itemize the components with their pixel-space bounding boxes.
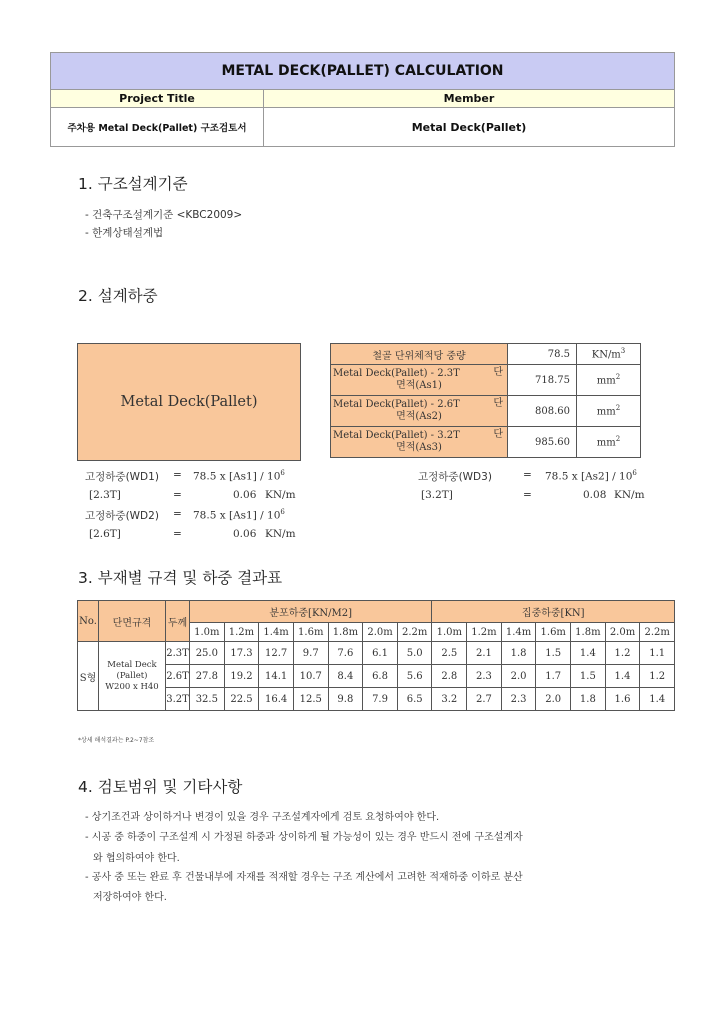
span-header: 1.6m <box>293 623 328 642</box>
span-header: 1.2m <box>224 623 259 642</box>
calc-eq: = <box>173 508 182 520</box>
area-label-as2: Metal Deck(Pallet) - 2.6T 단 면적(As2) <box>331 396 508 427</box>
dist-load-cell: 32.5 <box>190 688 225 711</box>
section4-line: 와 협의하여야 한다. <box>93 853 180 864</box>
calc-formula: 78.5 x $[As2] / 10^6$ <box>545 469 637 483</box>
table-row <box>78 665 675 688</box>
conc-load-cell: 2.0 <box>536 688 571 711</box>
section4-heading: 4. 검토범위 및 기타사항 <box>78 778 243 796</box>
calc-formula: 78.5 x $[As1] / 10^6$ <box>193 469 285 483</box>
project-title-label: Project Title <box>51 90 264 108</box>
conc-load-header: 집중하중[KN] <box>432 601 675 623</box>
dist-load-cell: 6.1 <box>363 642 398 665</box>
document-title: METAL DECK(PALLET) CALCULATION <box>51 53 675 90</box>
calc-result: 0.08 <box>583 489 607 501</box>
span-header: 2.0m <box>605 623 640 642</box>
area-value-as2: 808.60 <box>508 396 577 427</box>
dist-load-cell: 9.7 <box>293 642 328 665</box>
section4-line: - 시공 중 하중이 구조설계 시 가정된 하중과 상이하게 될 가능성이 있는 경우 반드시 전에 구조설계자 <box>85 832 523 843</box>
row-thickness: 3.2T <box>166 688 190 711</box>
dist-load-cell: 17.3 <box>224 642 259 665</box>
row-no: S형 <box>78 642 99 711</box>
calc-unit: KN/m <box>614 489 645 501</box>
area-value-as3: 985.60 <box>508 427 577 458</box>
spec-line: W200 x H40 <box>105 681 159 692</box>
header-table <box>50 52 675 147</box>
calc-formula: 78.5 x $[As1] / 10^6$ <box>193 508 285 522</box>
row-thickness: 2.6T <box>166 665 190 688</box>
dist-load-cell: 8.4 <box>328 665 363 688</box>
span-header: 1.8m <box>328 623 363 642</box>
span-header: 1.0m <box>432 623 467 642</box>
dist-load-cell: 10.7 <box>293 665 328 688</box>
member-label: Member <box>264 90 675 108</box>
result-table <box>77 600 675 711</box>
section-properties-table <box>330 343 641 458</box>
section4-line: 저장하여야 한다. <box>93 892 167 903</box>
conc-load-cell: 1.8 <box>571 688 606 711</box>
unit-weight-value: 78.5 <box>508 344 577 365</box>
dist-load-cell: 16.4 <box>259 688 294 711</box>
area-unit: $mm^2$ <box>577 427 641 458</box>
dist-load-header: 분포하중[KN/M2] <box>190 601 432 623</box>
dist-load-cell: 7.6 <box>328 642 363 665</box>
span-header: 1.2m <box>467 623 502 642</box>
area-value-as1: 718.75 <box>508 365 577 396</box>
spec-line: (Pallet) <box>116 670 148 681</box>
conc-load-cell: 3.2 <box>432 688 467 711</box>
conc-load-cell: 2.0 <box>501 665 536 688</box>
calc-label: 고정하중(WD3) <box>418 471 492 483</box>
calc-result: 0.06 <box>233 489 257 501</box>
calc-eq: = <box>523 469 532 481</box>
calc-result: 0.06 <box>233 528 257 540</box>
section4-line: - 공사 중 또는 완료 후 건물내부에 자재를 적재할 경우는 구조 계산에서 고려한 적재하중 이하로 분산 <box>85 872 523 883</box>
dist-load-cell: 27.8 <box>190 665 225 688</box>
calc-unit: KN/m <box>265 489 296 501</box>
conc-load-cell: 2.3 <box>501 688 536 711</box>
section1-item: - 건축구조설계기준 <KBC2009> <box>85 209 243 221</box>
col-spec-header: 단면규격 <box>99 601 166 642</box>
dist-load-cell: 5.0 <box>397 642 432 665</box>
span-header: 1.8m <box>571 623 606 642</box>
dist-load-cell: 14.1 <box>259 665 294 688</box>
span-header: 2.0m <box>363 623 398 642</box>
conc-load-cell: 1.4 <box>571 642 606 665</box>
calc-eq: = <box>523 489 532 501</box>
dist-load-cell: 5.6 <box>397 665 432 688</box>
span-header: 1.4m <box>259 623 294 642</box>
dist-load-cell: 6.5 <box>397 688 432 711</box>
calc-unit: KN/m <box>265 528 296 540</box>
unit-weight-unit: $KN/m^3$ <box>577 344 641 365</box>
calc-eq: = <box>173 469 182 481</box>
section4-line: - 상기조건과 상이하거나 변경이 있을 경우 구조설계자에게 검토 요청하여야 한다. <box>85 812 440 823</box>
conc-load-cell: 1.5 <box>571 665 606 688</box>
table-row <box>78 688 675 711</box>
dist-load-cell: 7.9 <box>363 688 398 711</box>
conc-load-cell: 1.2 <box>605 642 640 665</box>
area-label-as1: Metal Deck(Pallet) - 2.3T 단 면적(As1) <box>331 365 508 396</box>
col-no-header: No. <box>78 601 99 642</box>
conc-load-cell: 2.5 <box>432 642 467 665</box>
conc-load-cell: 2.8 <box>432 665 467 688</box>
dist-load-cell: 9.8 <box>328 688 363 711</box>
project-title-value: 주차용 Metal Deck(Pallet) 구조검토서 <box>67 123 247 134</box>
section1-heading: 1. 구조설계기준 <box>78 175 188 193</box>
area-unit: $mm^2$ <box>577 396 641 427</box>
metal-deck-box: Metal Deck(Pallet) <box>77 343 301 461</box>
dist-load-cell: 22.5 <box>224 688 259 711</box>
conc-load-cell: 1.5 <box>536 642 571 665</box>
calc-thickness: [2.3T] <box>89 489 121 501</box>
calc-eq: = <box>173 528 182 540</box>
conc-load-cell: 1.6 <box>605 688 640 711</box>
section3-heading: 3. 부재별 규격 및 하중 결과표 <box>78 569 283 587</box>
row-spec <box>99 642 166 711</box>
table-row <box>78 642 675 665</box>
span-header: 1.6m <box>536 623 571 642</box>
conc-load-cell: 1.8 <box>501 642 536 665</box>
calc-thickness: [2.6T] <box>89 528 121 540</box>
row-thickness: 2.3T <box>166 642 190 665</box>
conc-load-cell: 1.7 <box>536 665 571 688</box>
spec-line: Metal Deck <box>107 659 157 670</box>
conc-load-cell: 2.1 <box>467 642 502 665</box>
member-value: Metal Deck(Pallet) <box>264 108 675 147</box>
area-label-as3: Metal Deck(Pallet) - 3.2T 단 면적(As3) <box>331 427 508 458</box>
unit-weight-label: 철골 단위체적당 중량 <box>331 344 508 365</box>
span-header: 2.2m <box>397 623 432 642</box>
conc-load-cell: 1.2 <box>640 665 675 688</box>
span-header: 2.2m <box>640 623 675 642</box>
dist-load-cell: 6.8 <box>363 665 398 688</box>
span-header: 1.4m <box>501 623 536 642</box>
section2-heading: 2. 설계하중 <box>78 287 158 305</box>
conc-load-cell: 2.3 <box>467 665 502 688</box>
span-header: 1.0m <box>190 623 225 642</box>
result-note: *상세 해석결과는 P.2~7참조 <box>78 737 155 744</box>
dist-load-cell: 12.7 <box>259 642 294 665</box>
calc-eq: = <box>173 489 182 501</box>
calc-thickness: [3.2T] <box>421 489 453 501</box>
area-unit: $mm^2$ <box>577 365 641 396</box>
calc-label: 고정하중(WD2) <box>85 510 159 522</box>
conc-load-cell: 1.1 <box>640 642 675 665</box>
col-thk-header: 두께 <box>166 601 190 642</box>
section1-item: - 한계상태설계법 <box>85 227 164 239</box>
dist-load-cell: 25.0 <box>190 642 225 665</box>
calc-label: 고정하중(WD1) <box>85 471 159 483</box>
conc-load-cell: 1.4 <box>605 665 640 688</box>
dist-load-cell: 12.5 <box>293 688 328 711</box>
conc-load-cell: 1.4 <box>640 688 675 711</box>
dist-load-cell: 19.2 <box>224 665 259 688</box>
conc-load-cell: 2.7 <box>467 688 502 711</box>
